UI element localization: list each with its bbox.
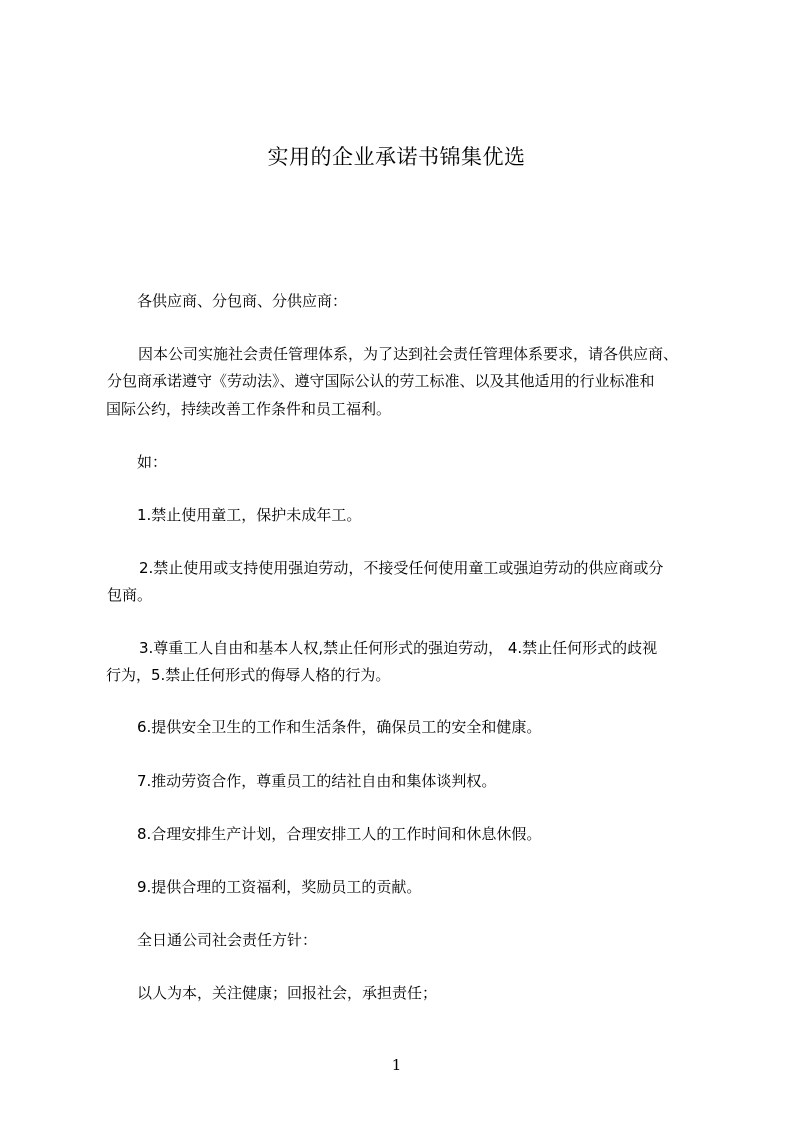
list-item-1: 1.禁止使用童工，保护未成年工。 bbox=[137, 506, 362, 524]
list-item-3-line-2: 行为，5.禁止任何形式的侮辱人格的行为。 bbox=[106, 666, 391, 684]
intro-line-2: 分包商承诺遵守《劳动法》、遵守国际公认的劳工标准、以及其他适用的行业标准和 bbox=[107, 372, 655, 390]
policy-text: 以人为本，关注健康；回报社会，承担责任； bbox=[137, 984, 438, 1002]
policy-heading: 全日通公司社会责任方针： bbox=[137, 931, 318, 949]
list-item-8: 8.合理安排生产计划，合理安排工人的工作时间和休息休假。 bbox=[137, 825, 542, 843]
list-item-9: 9.提供合理的工资福利，奖励员工的贡献。 bbox=[137, 878, 422, 896]
list-item-2-line-2: 包商。 bbox=[107, 586, 153, 604]
list-item-2-line-1: 2.禁止使用或支持使用强迫劳动，不接受任何使用童工或强迫劳动的供应商或分 bbox=[139, 559, 664, 577]
salutation: 各供应商、分包商、分供应商： bbox=[137, 292, 348, 310]
list-item-3-line-1: 3.尊重工人自由和基本人权,禁止任何形式的强迫劳动， 4.禁止任何形式的歧视 bbox=[139, 639, 658, 657]
intro-line-1: 因本公司实施社会责任管理体系，为了达到社会责任管理体系要求，请各供应商、 bbox=[138, 345, 679, 363]
list-item-6: 6.提供安全卫生的工作和生活条件，确保员工的安全和健康。 bbox=[137, 718, 542, 736]
such-as-label: 如： bbox=[137, 453, 168, 471]
intro-line-3: 国际公约，持续改善工作条件和员工福利。 bbox=[106, 400, 392, 418]
page-number: 1 bbox=[391, 1056, 402, 1074]
document-title: 实用的企业承诺书锦集优选 bbox=[267, 145, 526, 169]
list-item-7: 7.推动劳资合作，尊重员工的结社自由和集体谈判权。 bbox=[137, 772, 497, 790]
